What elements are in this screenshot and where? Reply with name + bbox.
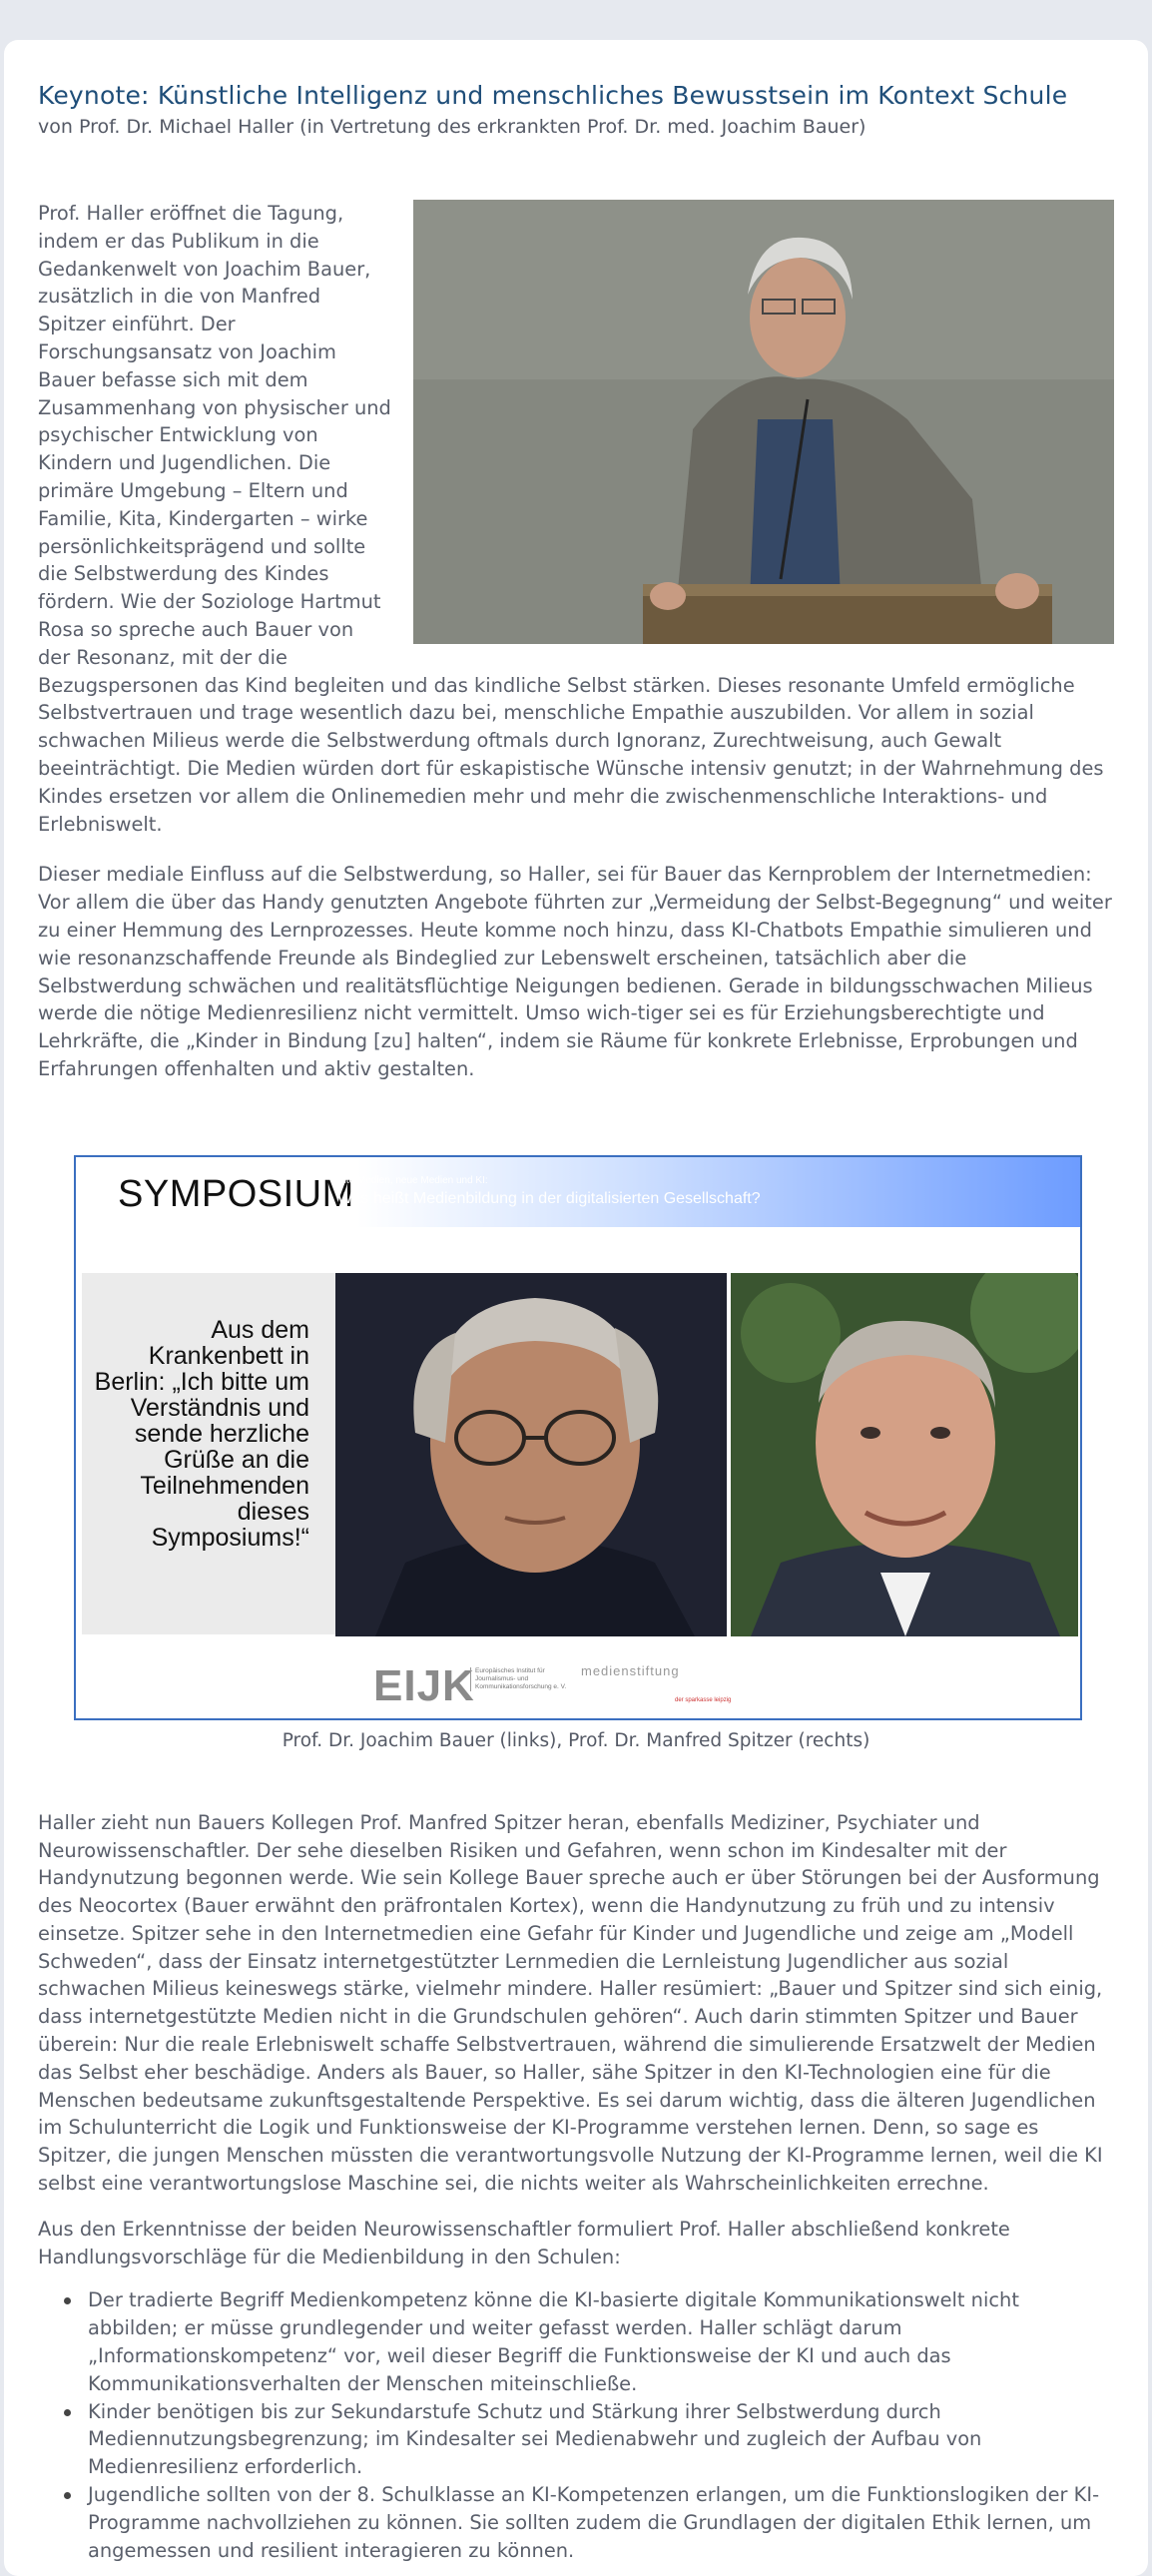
poster-logos [76,1661,1080,1716]
paragraph-4: Aus den Erkenntnisse der beiden Neurowissenschaftler formuliert Prof. Haller abschließend konkrete Handlungsvorschläge für die Medienbildung in den Schulen: [38,2217,1010,2268]
portrait-spitzer-illustration [731,1273,1078,1636]
article-byline: von Prof. Dr. Michael Haller (in Vertretung des erkrankten Prof. Dr. med. Joachim Bauer) [38,116,866,138]
paragraph-2: Dieser mediale Einfluss auf die Selbstwerdung, so Haller, sei für Bauer das Kernproblem der Internetmedien: Vor allem die über das Handy genutzten Angebote führten zur „Vermeidung der Selbst-Begegnung“ und weiter zu einer Hemmung des Lernprozesses. Heute komme noch hinzu, dass KI-Chatbots Empathie simulieren und wie resonanzschaffende Freunde als Bindeglied zur Lebenswelt erscheinen, tatsächlich aber die Selbstwerdung schwächen und realitätsflüchtige Neigungen bedienen. Gerade in bildungsschwachen Milieus werde die nötige Medienresilienz nicht vermittelt. Umso wich-tiger sei es für Erziehungsberechtigte und Lehrkräfte, die „Kinder in Bindung [zu] halten“, indem sie Räume für konkrete Erlebnisse, Erprobungen und Erfahrungen offenhalten und aktiv gestalten. [38,863,1112,1080]
portrait-bauer-illustration [335,1273,727,1636]
figure [38,1155,1114,1751]
eijk-logo: EIJK [373,1660,475,1710]
list-item: Jugendliche sollten von der 8. Schulklasse an KI-Kompetenzen erlangen, um die Funktionslogiken der KI-Programme nachvollziehen zu können. Sie sollten zudem die Grundlagen der digitalen Ethik lernen, um angemessen und resilient interagieren zu können. [88,2481,1114,2564]
eijk-logo-description: Europäisches Institut für Journalismus- und Kommunikationsforschung e. V. [470,1667,580,1691]
article-card [4,40,1148,2576]
poster-title: SYMPOSIUM [118,1172,354,1215]
poster-quote: Aus dem Krankenbett in Berlin: „Ich bitte um Verständnis und sende herzliche Grüße an die Teilnehmenden dieses Symposiums!“ [82,1273,335,1634]
article-title: Keynote: Künstliche Intelligenz und menschliches Bewusstsein im Kontext Schule [38,81,1068,110]
list-item: Kinder benötigen bis zur Sekundarstufe Schutz und Stärkung ihrer Selbstwerdung durch Mediennutzungsbegrenzung; im Kindesalter sei Medienabwehr und zugleich der Aufbau von Medienresilienz erforderlich. [88,2398,1114,2481]
intro-block [38,200,1114,838]
speaker-photo [413,200,1114,644]
list-item: Der tradierte Begriff Medienkompetenz könne die KI-basierte digitale Kommunikationswelt nicht abbilden; er müsse grundlegender und weiter gefasst werden. Haller schlägt darum „Informationskompetenz“ vor, weil dieser Begriff die Funktionsweise der KI und auch das Kommunikationsverhalten der Menschen miteinschließe. [88,2286,1114,2397]
symposium-poster [74,1155,1082,1720]
medienstiftung-logo: medienstiftung [581,1662,680,1678]
paragraph-1: Prof. Haller eröffnet die Tagung, indem er das Publikum in die Gedankenwelt von Joachim Bauer, zusätzlich in die von Manfred Spitzer einführt. Der Forschungsansatz von Joachim Bauer befasse sich mit dem Zusammenhang von physischer und psychischer Entwicklung von Kindern und Jugendlichen. Die primäre Umgebung – Eltern und Familie, Kita, Kindergarten – wirke persönlichkeitsprägend und sollte die Selbstwerdung des Kindes fördern. Wie der Soziologe Hartmut Rosa so spreche auch Bauer von der Resonanz, mit der die Bezugspersonen das Kind begleiten und das kindliche Selbst stärken. Dieses resonante Umfeld ermögliche Selbstvertrauen und trage wesentlich dazu bei, menschliche Empathie auszubilden. Vor allem in sozial schwachen Milieus werde die Selbstwerdung oftmals durch Ignoranz, Zurechtweisung, auch Gewalt beeinträchtigt. Die Medien würden dort für eskapistische Wünsche intensiv genutzt; in der Wahrnehmung des Kindes ersetzen vor allem die Onlinemedien mehr und mehr die zwischenmenschliche Interaktions- und Erlebniswelt. [38,202,1104,836]
portrait-spitzer [731,1273,1078,1636]
portrait-bauer [335,1273,727,1636]
paragraph-3: Haller zieht nun Bauers Kollegen Prof. Manfred Spitzer heran, ebenfalls Mediziner, Psychiater und Neurowissenschaftler. Der sehe dieselben Risiken und Gefahren, wenn schon im Kindesalter mit der Handynutzung begonnen werde. Wie sein Kollege Bauer spreche auch er über Störungen bei der Ausformung des Neocortex (Bauer erwähnt den präfrontalen Kortex), wenn die Handynutzung zu früh und zu intensiv einsetze. Spitzer sehe in den Internetmedien eine Gefahr für Kinder und Jugendliche und zeige am „Modell Schweden“, dass der Einsatz internetgestützter Lernmedien die Lernleistung Jugendlicher aus sozial schwachen Milieus keineswegs stärke, vielmehr mindere. Haller resümiert: „Bauer und Spitzer sind sich einig, dass internetgestützte Medien nicht in die Grundschulen gehören“. Auch darin stimmten Spitzer und Bauer überein: Nur die reale Erlebniswelt schaffe Selbstvertrauen, während die simulierende Ersatzwelt der Medien das Selbst eher beschädige. Anders als Bauer, so Haller, sähe Spitzer in den KI-Technologien eine für die Menschen bedeutsame zukunftsgestaltende Perspektive. Es sei darum wichtig, dass die älteren Jugendlichen im Schulunterricht die Logik und Funktionsweise der KI-Programme verstehen lernen. Denn, so sage es Spitzer, die jungen Menschen müssten die verantwortungsvolle Nutzung der KI-Programme lernen, weil die KI selbst eine verantwortungslose Maschine sei, die nichts weiter als Wahrscheinlichkeiten errechne. [38,1810,1103,2196]
speaker-photo-illustration [413,200,1114,644]
poster-small-line: Alte Medien, neue Medien und KI: [337,1174,488,1186]
recommendation-list [38,2286,1114,2564]
medienstiftung-tagline: der sparkasse leipzig [675,1696,732,1703]
figure-caption: Prof. Dr. Joachim Bauer (links), Prof. Dr. Manfred Spitzer (rechts) [282,1729,870,1751]
poster-subtitle: Was heißt Medienbildung in der digitalisierten Gesellschaft? [337,1189,761,1207]
